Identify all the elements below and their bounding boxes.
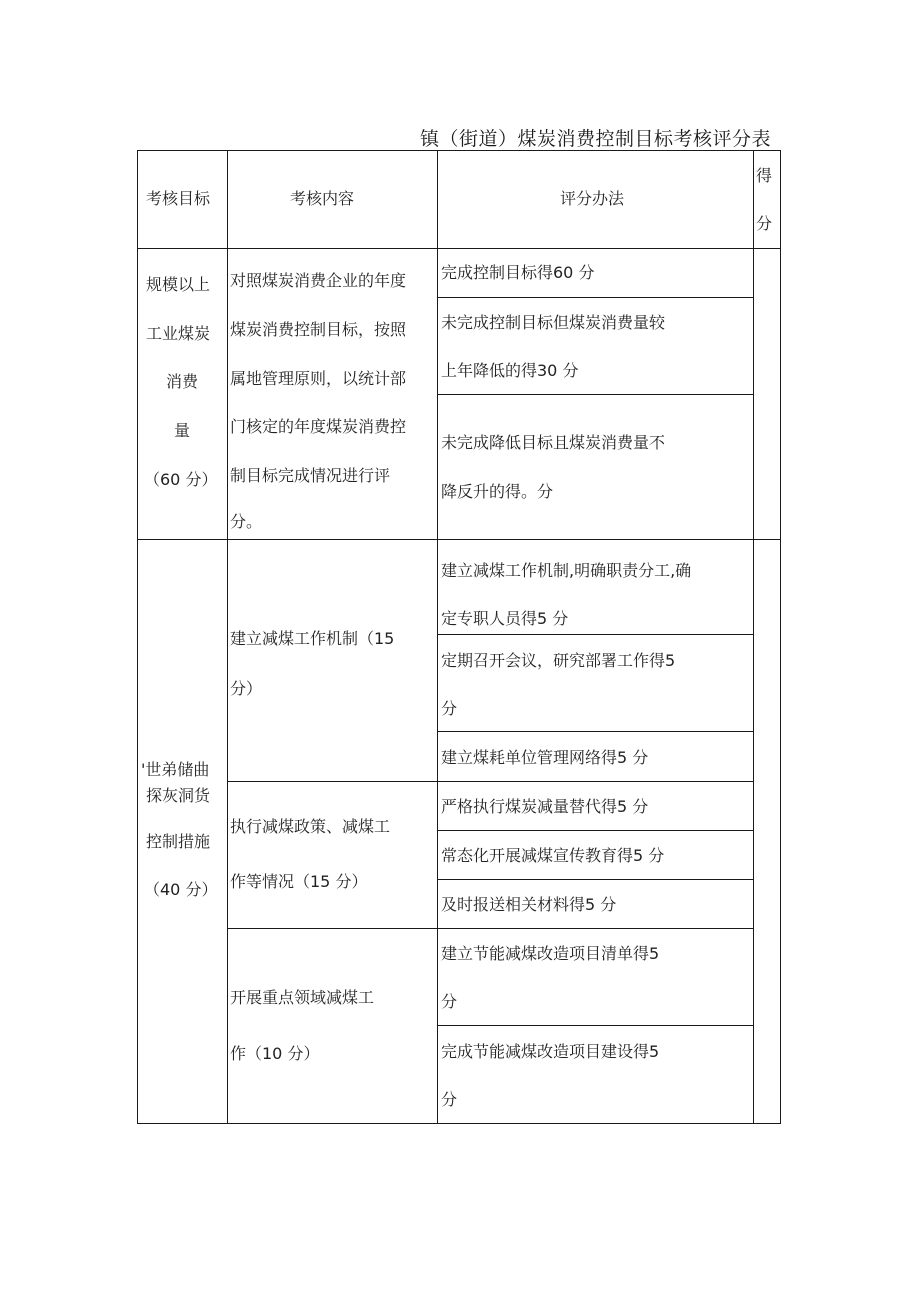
section1-content: 属地管理原则，以统计部	[230, 369, 407, 388]
section1-target: 量	[174, 421, 191, 440]
section2-content: 分）	[230, 679, 263, 698]
section2-method: 严格执行煤炭减量替代得5 分	[441, 797, 649, 816]
section2-content: 执行减煤政策、减煤工	[230, 817, 391, 836]
section2-method: 及时报送相关材料得5 分	[441, 895, 617, 914]
section2-content: 建立减煤工作机制（15	[230, 629, 395, 648]
header-method: 评分办法	[560, 189, 625, 208]
page-title: 镇（街道）煤炭消费控制目标考核评分表	[420, 128, 772, 150]
section2-content: 作等情况（15 分）	[230, 872, 368, 891]
section2-method: 建立节能减煤改造项目清单得5	[441, 944, 660, 963]
section1-target: 规模以上	[146, 275, 211, 294]
section2-content: 开展重点领域减煤工	[230, 988, 375, 1007]
section1-content: 门核定的年度煤炭消费控	[230, 417, 407, 436]
section1-method: 降反升的得。分	[441, 482, 554, 501]
section2-method: 分	[441, 699, 458, 718]
table-col-divider	[227, 150, 228, 1124]
section1-target: （60 分）	[144, 470, 218, 489]
section2-method: 分	[441, 1090, 458, 1109]
section2-method: 完成节能减煤改造项目建设得5	[441, 1042, 660, 1061]
section2-target: '世弟储曲	[141, 760, 210, 779]
table-border-top	[137, 150, 781, 151]
header-target: 考核目标	[146, 189, 211, 208]
section2-method: 建立减煤工作机制,明确职责分工,确	[441, 561, 692, 580]
table-row-divider	[437, 1025, 754, 1026]
table-border-left	[137, 150, 138, 1124]
section1-target: 工业煤炭	[146, 324, 211, 343]
table-row-divider	[437, 731, 754, 732]
section1-content: 对照煤炭消费企业的年度	[230, 271, 407, 290]
section2-method: 定专职人员得5 分	[441, 609, 569, 628]
section1-content: 制目标完成情况进行评	[230, 466, 391, 485]
section1-content: 分。	[230, 512, 263, 531]
section2-method: 常态化开展减煤宣传教育得5 分	[441, 846, 665, 865]
section1-method: 上年降低的得30 分	[441, 361, 579, 380]
section2-method: 定期召开会议，研究部署工作得5	[441, 651, 676, 670]
section2-target: （40 分）	[144, 880, 218, 899]
table-border-right	[780, 150, 781, 1124]
section2-method: 分	[441, 992, 458, 1011]
section1-content: 煤炭消费控制目标，按照	[230, 320, 407, 339]
header-score: 分	[756, 214, 773, 233]
section1-method: 未完成控制目标但煤炭消费量较	[441, 313, 666, 332]
section2-content: 作（10 分）	[230, 1044, 320, 1063]
table-border-bottom	[137, 1123, 781, 1124]
section1-method: 未完成降低目标且煤炭消费量不	[441, 433, 666, 452]
header-score: 得	[756, 166, 773, 185]
header-content: 考核内容	[290, 189, 355, 208]
section2-target: 探灰洞货	[146, 786, 211, 805]
section1-method: 完成控制目标得60 分	[441, 263, 595, 282]
section2-method: 建立煤耗单位管理网络得5 分	[441, 748, 649, 767]
section1-target: 消费	[166, 372, 199, 391]
section2-target: 控制措施	[146, 832, 211, 851]
